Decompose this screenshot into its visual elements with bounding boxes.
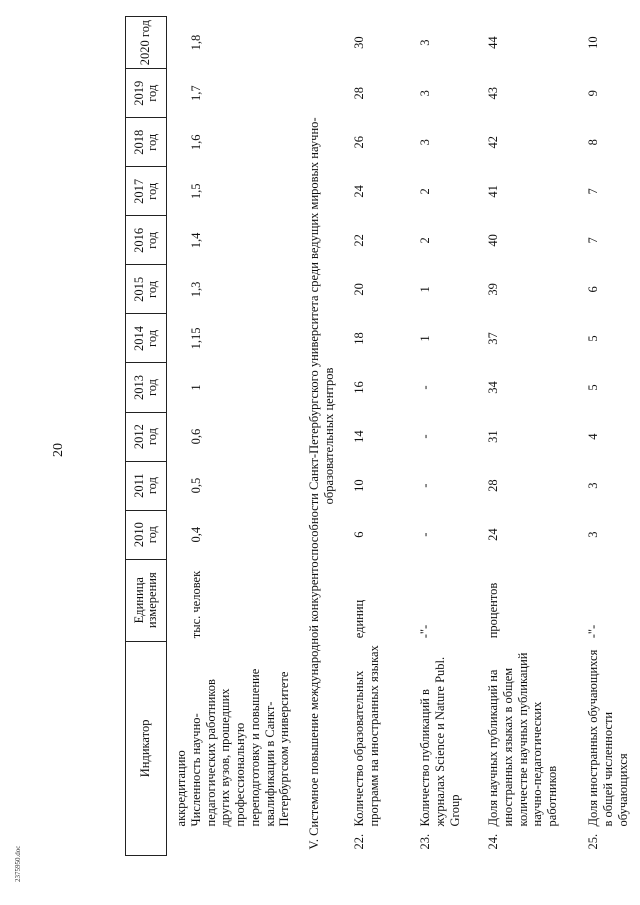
value-cell: 6 <box>586 286 600 293</box>
value-cell: 31 <box>486 430 500 443</box>
table-row <box>415 17 483 856</box>
value-cell: 20 <box>352 283 366 296</box>
rotated-table-container <box>125 16 630 856</box>
unit-cell: единиц <box>352 599 366 639</box>
value-cell: 1,15 <box>189 327 203 350</box>
value-cell: 4 <box>586 433 600 440</box>
value-cell: 0,6 <box>189 428 203 445</box>
value-cell: 2 <box>418 237 432 244</box>
value-cell: 3 <box>418 39 432 46</box>
value-cell: 43 <box>486 86 500 100</box>
value-cell: - <box>418 483 432 488</box>
value-cell: 10 <box>586 36 600 49</box>
value-cell: 28 <box>486 479 500 492</box>
value-cell: 9 <box>586 90 600 97</box>
header-year: 2017 год <box>126 167 167 216</box>
section-heading <box>295 17 349 856</box>
row-number: 22. <box>352 833 366 850</box>
value-cell: 39 <box>486 283 500 296</box>
row-number: 23. <box>418 833 432 850</box>
value-cell: 1,3 <box>189 281 203 298</box>
value-cell: 1 <box>418 335 432 342</box>
table-row <box>483 17 583 856</box>
row-number: 24. <box>486 833 500 850</box>
value-cell: 14 <box>352 430 366 443</box>
indicator-text: Численность научно-педагогических работников других вузов, прошедших профессиональную переподготовку и повышение квалификации в Санкт-Петербургском университете <box>188 668 292 827</box>
value-cell: 18 <box>352 332 366 345</box>
value-cell: 28 <box>352 86 366 100</box>
value-cell: 10 <box>352 479 366 492</box>
unit-cell: -"- <box>418 624 432 639</box>
section-heading-line: образовательных центров <box>322 367 336 505</box>
row-number: 25. <box>586 833 600 850</box>
table-header-row <box>126 17 167 856</box>
continuation-text: аккредитацию <box>174 750 188 827</box>
indicator-text: Доля иностранных обучающихся в общей численности обучающихся <box>586 649 630 827</box>
value-cell: 3 <box>586 531 600 538</box>
header-year: 2010 год <box>126 510 167 559</box>
value-cell: 34 <box>486 381 500 394</box>
indicator-text: Доля научных публикаций на иностранных языках в общем количестве научных публикаций научно-педагогических работников <box>486 652 559 827</box>
value-cell: 7 <box>586 237 600 244</box>
table-row <box>167 17 296 856</box>
header-year: 2018 год <box>126 118 167 167</box>
value-cell: 16 <box>352 381 366 394</box>
footer-filename: 2375950.doc <box>14 845 22 882</box>
value-cell: 1,6 <box>189 134 203 151</box>
value-cell: 3 <box>418 139 432 146</box>
section-heading-row <box>295 17 349 856</box>
header-year: 2016 год <box>126 216 167 265</box>
header-year: 2012 год <box>126 412 167 461</box>
value-cell: 3 <box>418 90 432 97</box>
value-cell: 3 <box>586 482 600 489</box>
header-year: 2015 год <box>126 265 167 314</box>
unit-cell: -"- <box>586 624 600 639</box>
header-unit: Единица измерения <box>126 559 167 641</box>
value-cell: 1,5 <box>189 183 203 200</box>
value-cell: 24 <box>352 185 366 198</box>
value-cell: 30 <box>352 36 366 49</box>
indicator-text: Количество образовательных программ на иностранных языках <box>352 645 381 827</box>
page-number: 20 <box>51 443 66 457</box>
value-cell: 40 <box>486 234 500 247</box>
indicator-text: Количество публикаций в журналах Science и Nature Publ. Group <box>418 656 462 827</box>
header-year: 2014 год <box>126 314 167 363</box>
header-indicator: Индикатор <box>126 641 167 855</box>
value-cell: 41 <box>486 185 500 198</box>
value-cell: - <box>418 385 432 390</box>
value-cell: 1 <box>189 384 203 391</box>
value-cell: - <box>418 532 432 537</box>
value-cell: 7 <box>586 188 600 195</box>
indicator-text <box>167 641 296 829</box>
value-cell: 0,4 <box>189 526 203 543</box>
value-cell: 5 <box>586 384 600 391</box>
header-year: 2011 год <box>126 461 167 510</box>
value-cell: - <box>418 434 432 439</box>
value-cell: 1,8 <box>189 34 203 51</box>
value-cell: 0,5 <box>189 477 203 494</box>
unit-cell: процентов <box>486 582 500 639</box>
value-cell: 1,4 <box>189 232 203 249</box>
table-row <box>583 17 639 856</box>
unit-cell: тыс. человек <box>189 570 203 639</box>
value-cell: 44 <box>486 36 500 49</box>
value-cell: 22 <box>352 234 366 247</box>
table-row <box>349 17 415 856</box>
value-cell: 6 <box>352 531 366 538</box>
value-cell: 2 <box>418 188 432 195</box>
value-cell: 26 <box>352 136 366 149</box>
indicator-table <box>125 16 639 856</box>
header-year: 2019 год <box>126 69 167 118</box>
value-cell: 8 <box>586 139 600 146</box>
header-year: 2013 год <box>126 363 167 412</box>
section-heading-line: V. Системное повышение международной конкурентоспособности Санкт-Петербургского университета среди ведущих мировых научно- <box>307 117 321 850</box>
value-cell: 1 <box>418 286 432 293</box>
value-cell: 5 <box>586 335 600 342</box>
value-cell: 1,7 <box>189 85 203 102</box>
value-cell: 24 <box>486 528 500 541</box>
value-cell: 42 <box>486 136 500 149</box>
value-cell: 37 <box>486 332 500 345</box>
header-year: 2020 год <box>126 17 167 69</box>
